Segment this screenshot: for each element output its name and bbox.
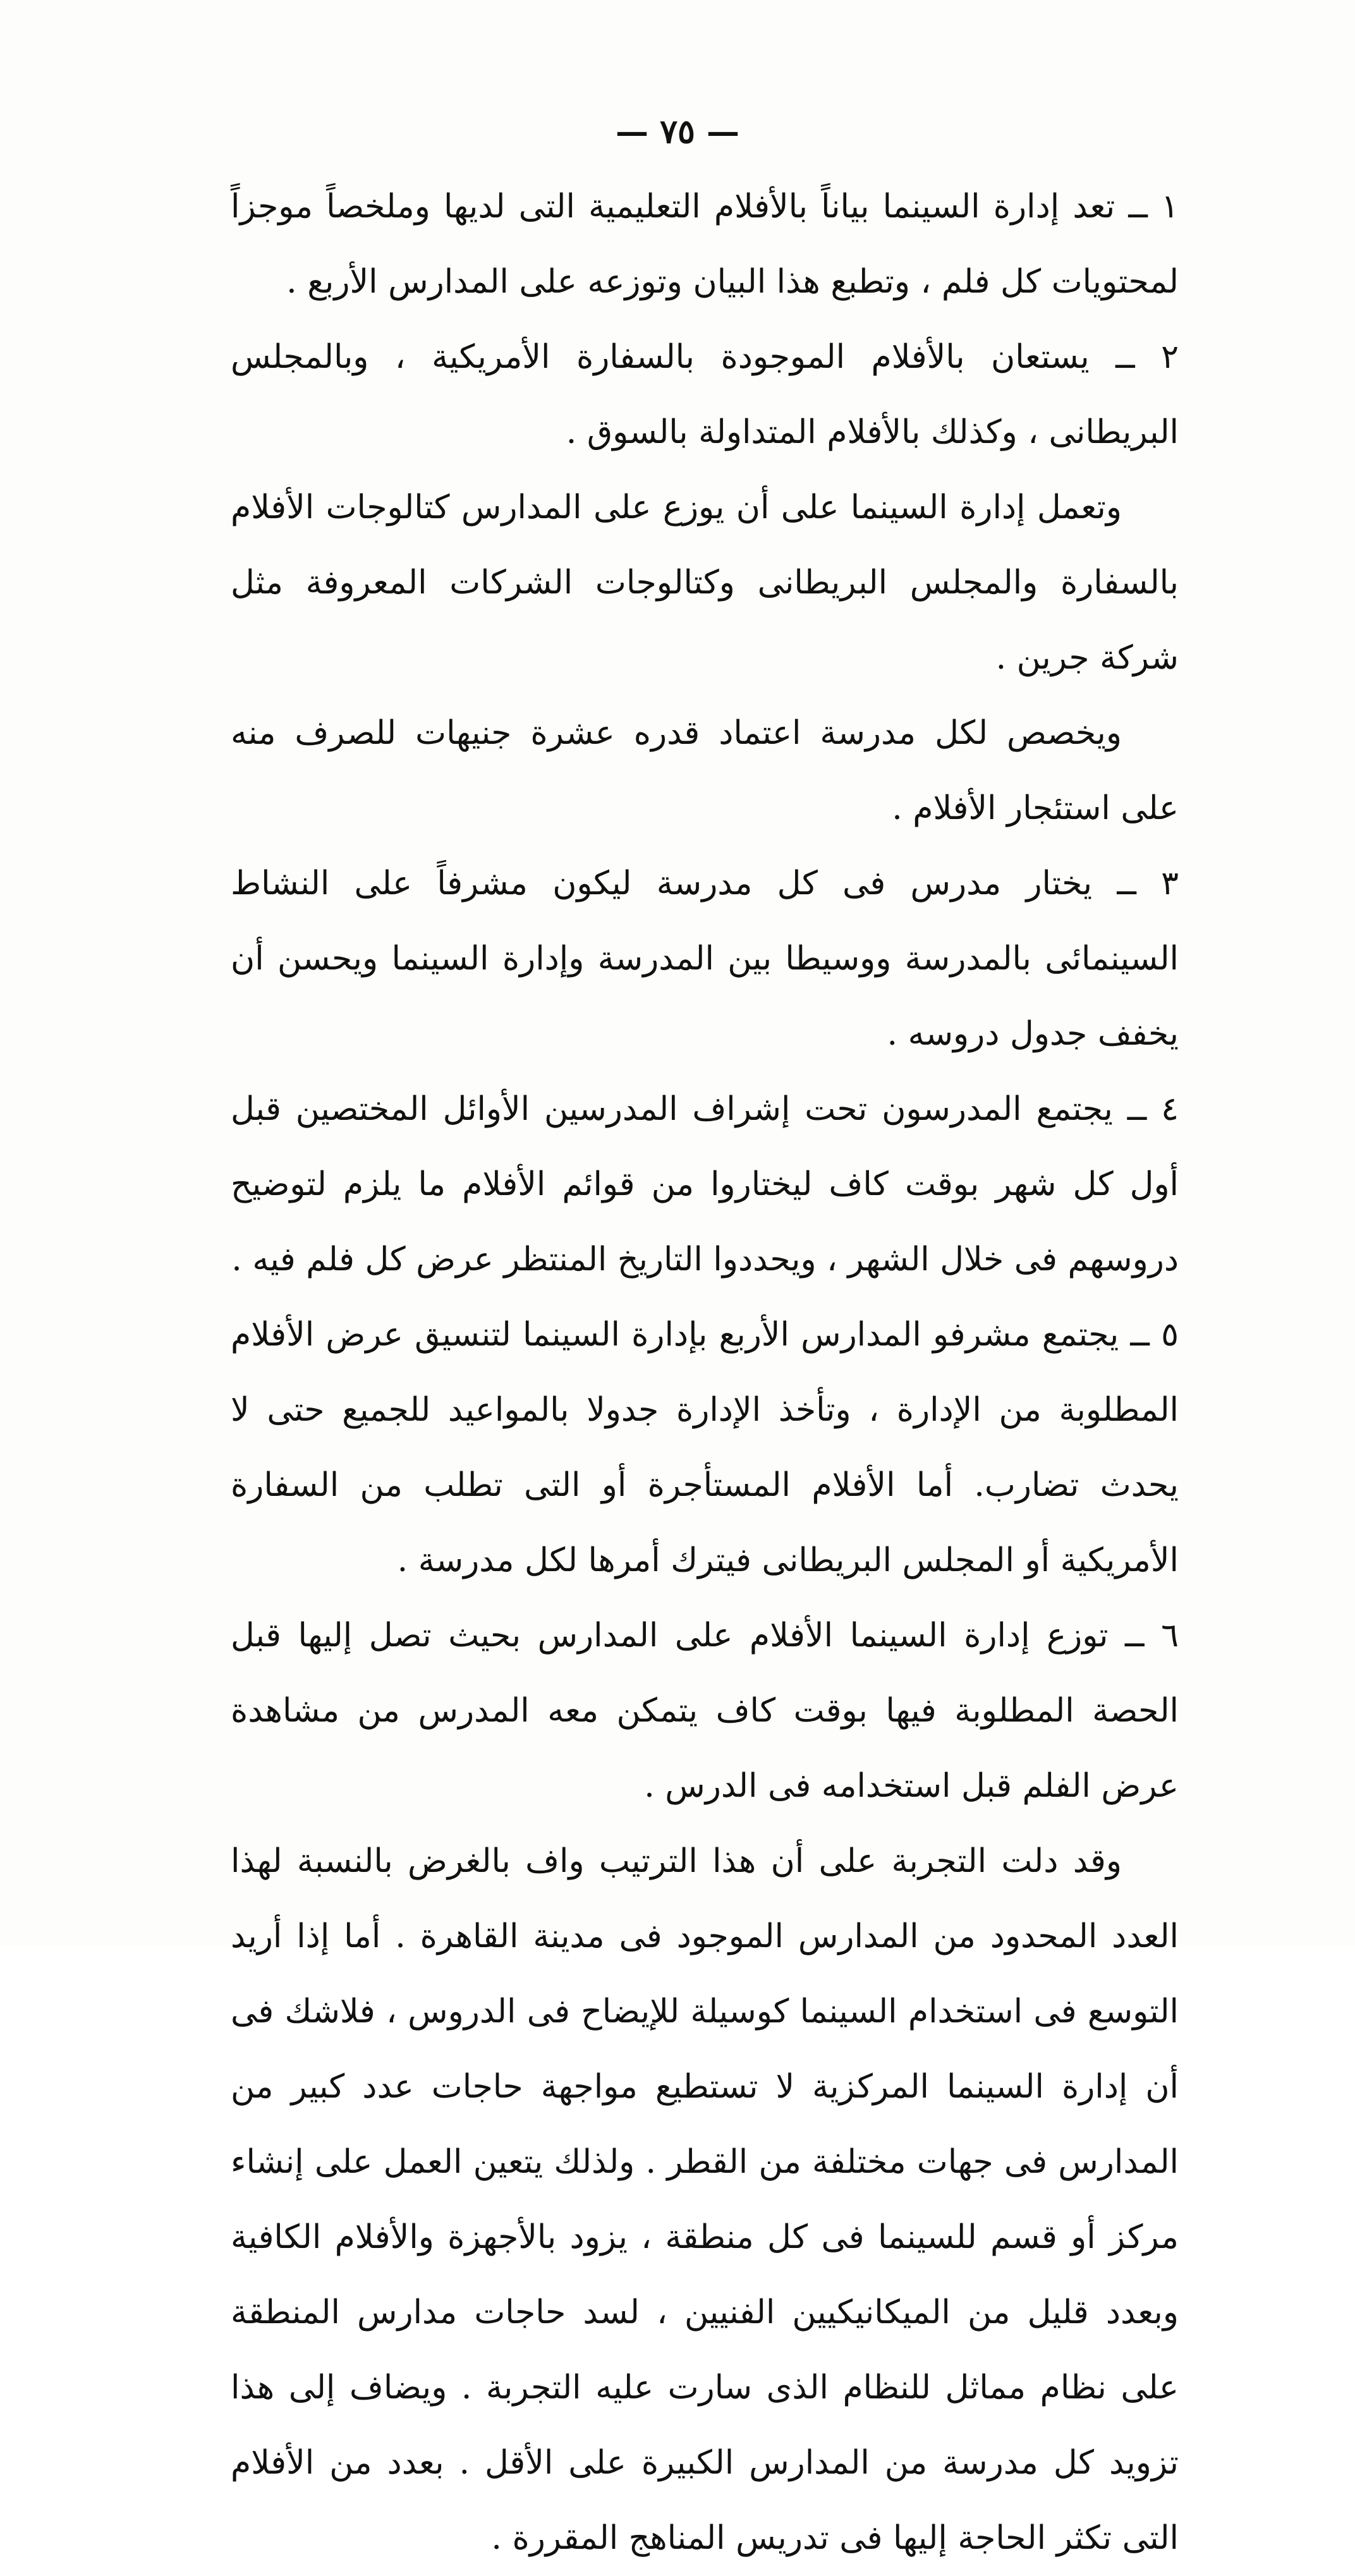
paragraph-item-3: ٣ ــ يختار مدرس فى كل مدرسة ليكون مشرفاً على النشاط السينمائى بالمدرسة ووسيطا بين المدرسة وإدارة السينما ويحسن أن يخفف جدول دروسه . (231, 865, 1179, 1053)
paragraph-conclusion: وقد دلت التجربة على أن هذا الترتيب واف بالغرض بالنسبة لهذا العدد المحدود من المدارس الموجود فى مدينة القاهرة . أما إذا أريد التوسع فى استخدام السينما كوسيلة للإيضاح فى الدروس ، فلاشك فى أن إدارة السينما المركزية لا تستطيع مواجهة حاجات عدد كبير من المدارس فى جهات مختلفة من القطر . ولذلك يتعين العمل على إنشاء مركز أو قسم للسينما فى كل منطقة ، يزود بالأجهزة والأفلام الكافية وبعدد قليل من الميكانيكيين الفنيين ، لسد حاجات مدارس المنطقة على نظام مماثل للنظام الذى سارت عليه التجربة . ويضاف إلى هذا تزويد كل مدرسة من المدارس الكبيرة على الأقل . بعدد من الأفلام التى تكثر الحاجة إليها فى تدريس المناهج المقررة . (231, 1842, 1179, 2557)
paragraph-item-1: ١ ــ تعد إدارة السينما بياناً بالأفلام التعليمية التى لديها وملخصاً موجزاً لمحتويات كل فلم ، وتطبع هذا البيان وتوزعه على المدارس الأربع . (231, 188, 1179, 301)
paragraph-item-2: ٢ ــ يستعان بالأفلام الموجودة بالسفارة الأمريكية ، وبالمجلس البريطانى ، وكذلك بالأفلام المتداولة بالسوق . (231, 338, 1179, 451)
paragraph-item-6: ٦ ــ توزع إدارة السينما الأفلام على المدارس بحيث تصل إليها قبل الحصة المطلوبة فيها بوقت كاف يتمكن معه المدرس من مشاهدة عرض الفلم قبل استخدامه فى الدرس . (231, 1617, 1179, 1805)
paragraph-item-5: ٥ ــ يجتمع مشرفو المدارس الأربع بإدارة السينما لتنسيق عرض الأفلام المطلوبة من الإدارة ، وتأخذ الإدارة جدولا بالمواعيد للجميع حتى لا يحدث تضارب. أما الأفلام المستأجرة أو التى تطلب من السفارة الأمريكية أو المجلس البريطانى فيترك أمرها لكل مدرسة . (231, 1316, 1179, 1579)
page-number: — ٧٥ — (615, 112, 740, 151)
body-text (231, 169, 1179, 2576)
paragraph-film-catalogs: وتعمل إدارة السينما على أن يوزع على المدارس كتالوجات الأفلام بالسفارة والمجلس البريطانى وكتالوجات الشركات المعروفة مثل شركة جرين . (231, 489, 1179, 677)
paragraph-item-4: ٤ ــ يجتمع المدرسون تحت إشراف المدرسين الأوائل المختصين قبل أول كل شهر بوقت كاف ليختاروا من قوائم الأفلام ما يلزم لتوضيح دروسهم فى خلال الشهر ، ويحددوا التاريخ المنتظر عرض كل فلم فيه . (231, 1090, 1179, 1279)
paragraph-budget: ويخصص لكل مدرسة اعتماد قدره عشرة جنيهات للصرف منه على استئجار الأفلام . (231, 714, 1179, 827)
